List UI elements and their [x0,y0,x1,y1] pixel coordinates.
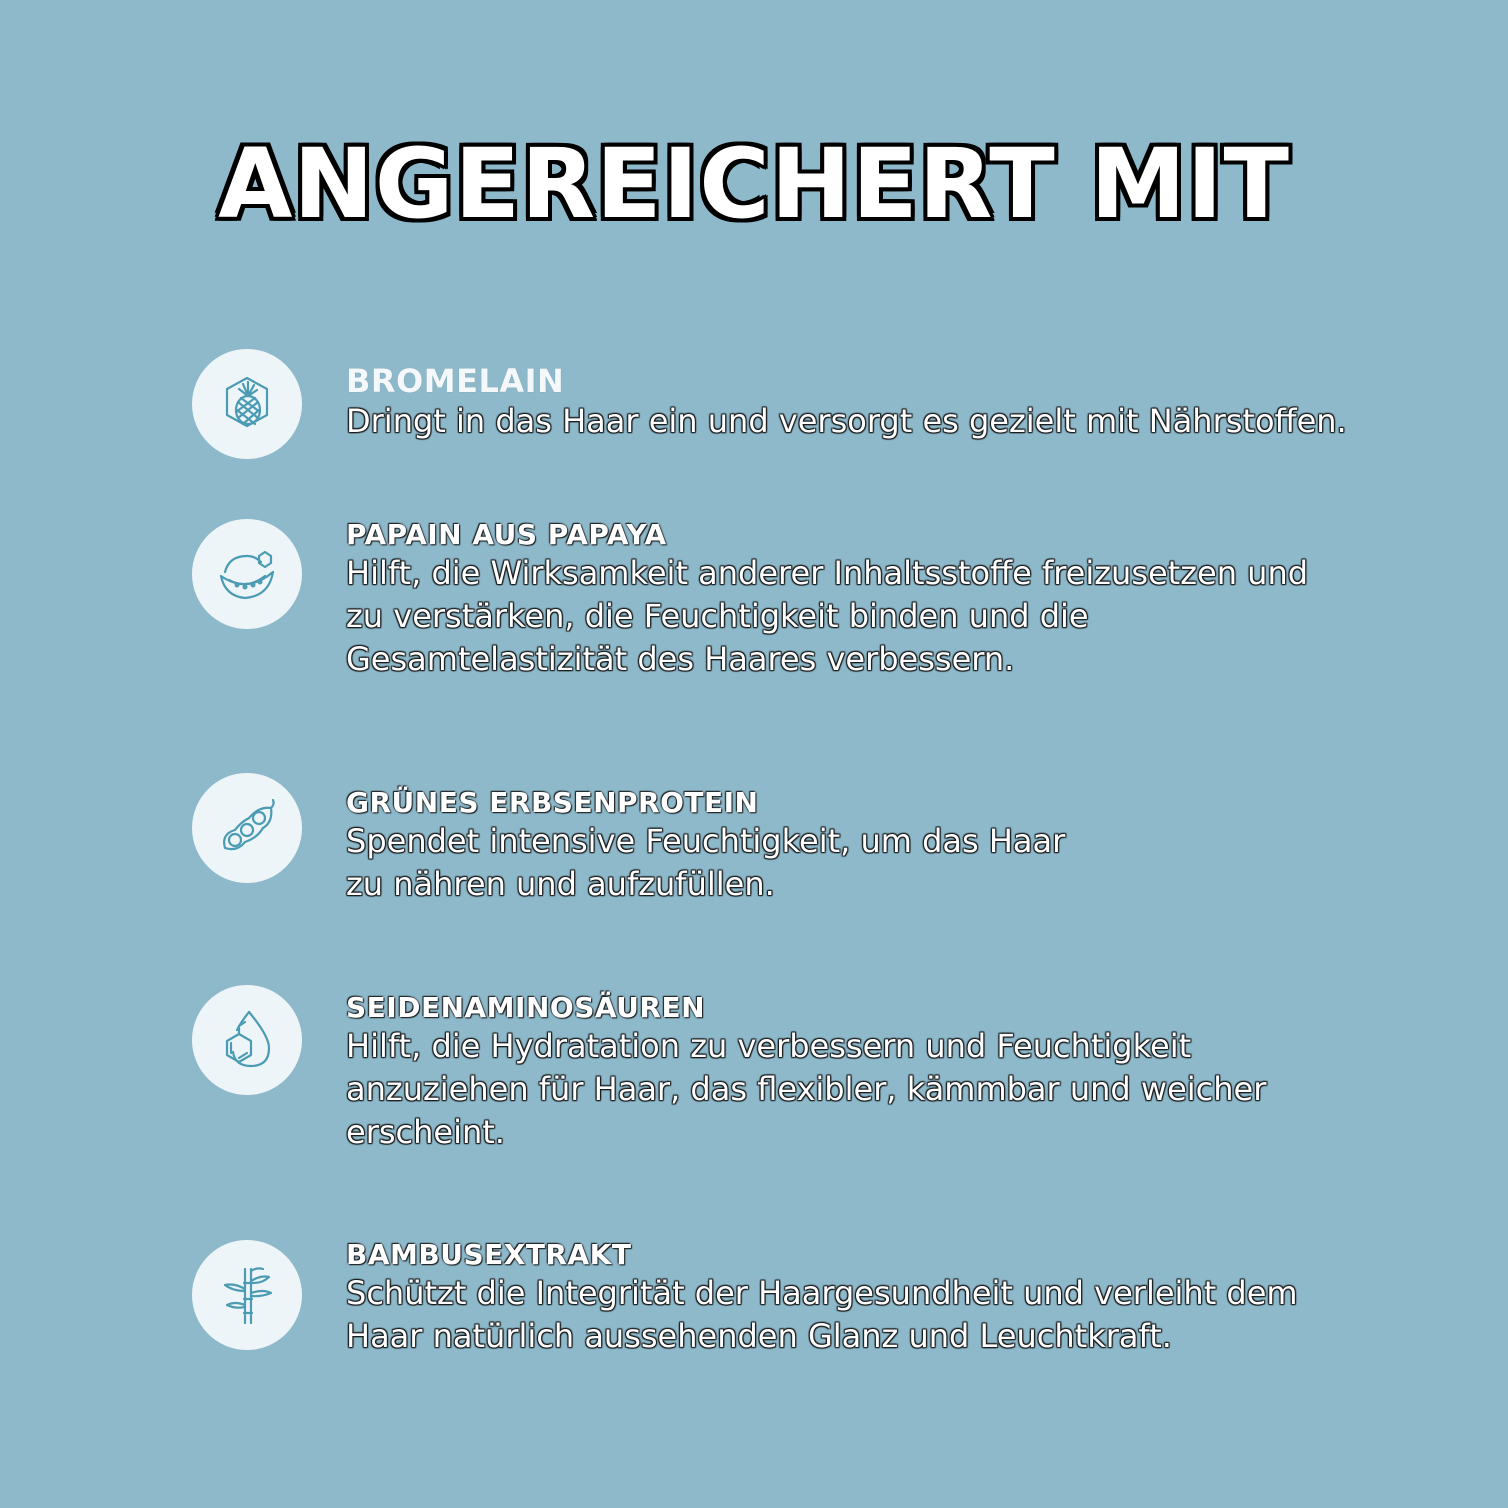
ingredient-name: BAMBUSEXTRAKT [346,1238,632,1271]
ingredient-description: Dringt in das Haar ein und versorgt es gezielt mit Nährstoffen. [346,402,1347,441]
icon-badge [192,985,302,1095]
icon-badge [192,1240,302,1350]
ingredient-description: Hilft, die Wirksamkeit anderer Inhaltsstoffe freizusetzen und zu verstärken, die Feuchtigkeit binden und die Gesamtelastizität des Haares verbessern. [346,553,1309,678]
page-title: ANGEREICHERT MIT [218,128,1290,240]
ingredient-text [346,362,1488,443]
ingredient-text [346,786,1488,906]
ingredient-description: Hilft, die Hydratation zu verbessern und Feuchtigkeit anzuziehen für Haar, das flexibler, kämmbar und weicher erscheint. [346,1026,1267,1151]
papaya-icon [215,542,279,606]
bamboo-icon [215,1263,279,1327]
ingredient-name: SEIDENAMINOSÄUREN [346,991,706,1024]
ingredient-text [346,518,1488,681]
pea-pod-icon [215,796,279,860]
ingredient-description: Spendet intensive Feuchtigkeit, um das Haar zu nähren und aufzufüllen. [346,821,1066,903]
ingredient-text [346,1238,1488,1358]
droplet-molecule-icon [215,1008,279,1072]
ingredient-name: BROMELAIN [346,362,565,400]
ingredient-name: GRÜNES ERBSENPROTEIN [346,786,759,819]
icon-badge [192,349,302,459]
ingredient-text [346,991,1488,1154]
pineapple-icon [215,372,279,436]
icon-badge [192,773,302,883]
ingredient-name: PAPAIN AUS PAPAYA [346,518,667,551]
ingredient-description: Schützt die Integrität der Haargesundheit und verleiht dem Haar natürlich aussehenden Glanz und Leuchtkraft. [346,1273,1298,1355]
icon-badge [192,519,302,629]
